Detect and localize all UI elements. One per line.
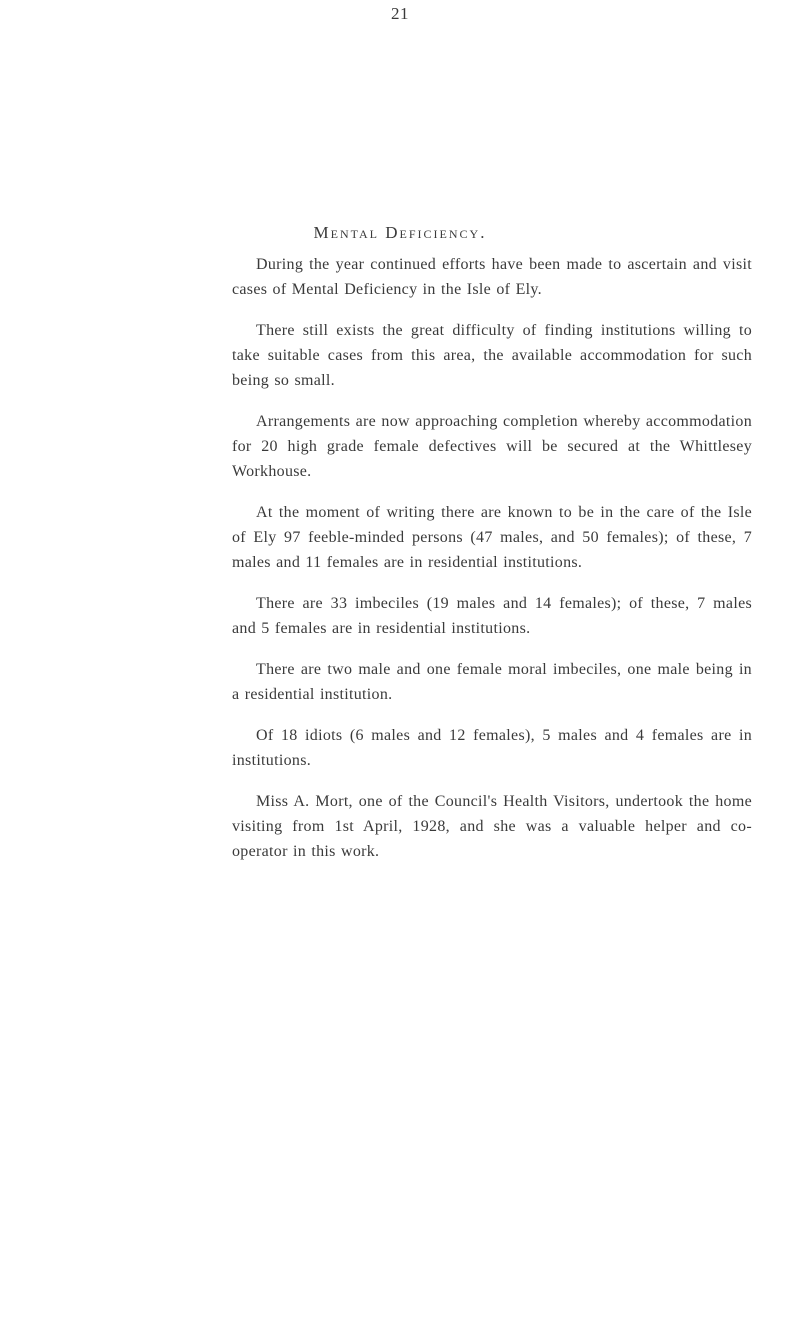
section-title: Mental Deficiency. xyxy=(313,223,487,242)
paragraph-arrangements: Arrangements are now approaching completion whereby accommodation for 20 high grade female defectives will be secured at the Whittlesey Workhouse. xyxy=(232,413,752,480)
paragraph-feeble-minded: At the moment of writing there are known to be in the care of the Isle of Ely 97 feeble-minded persons (47 males, and 50 females); of these, 7 males and 11 females are in residential institutions. xyxy=(232,504,752,571)
paragraph-idiots: Of 18 idiots (6 males and 12 females), 5 males and 4 females are in institutions. xyxy=(232,727,752,769)
paragraph-imbeciles: There are 33 imbeciles (19 males and 14 females); of these, 7 males and 5 females are in residential institutions. xyxy=(232,595,752,637)
paragraph-health-visitor: Miss A. Mort, one of the Council's Health Visitors, undertook the home visiting from 1st April, 1928, and she was a valuable helper and co-operator in this work. xyxy=(232,793,752,860)
paragraph-moral-imbeciles: There are two male and one female moral imbeciles, one male being in a residential institution. xyxy=(232,661,752,703)
page-number: 21 xyxy=(391,4,409,23)
body-text xyxy=(232,252,752,880)
paragraph-efforts: During the year continued efforts have been made to ascertain and visit cases of Mental Deficiency in the Isle of Ely. xyxy=(232,256,752,298)
paragraph-difficulty: There still exists the great difficulty of finding institutions willing to take suitable cases from this area, the available accommodation for such being so small. xyxy=(232,322,752,389)
